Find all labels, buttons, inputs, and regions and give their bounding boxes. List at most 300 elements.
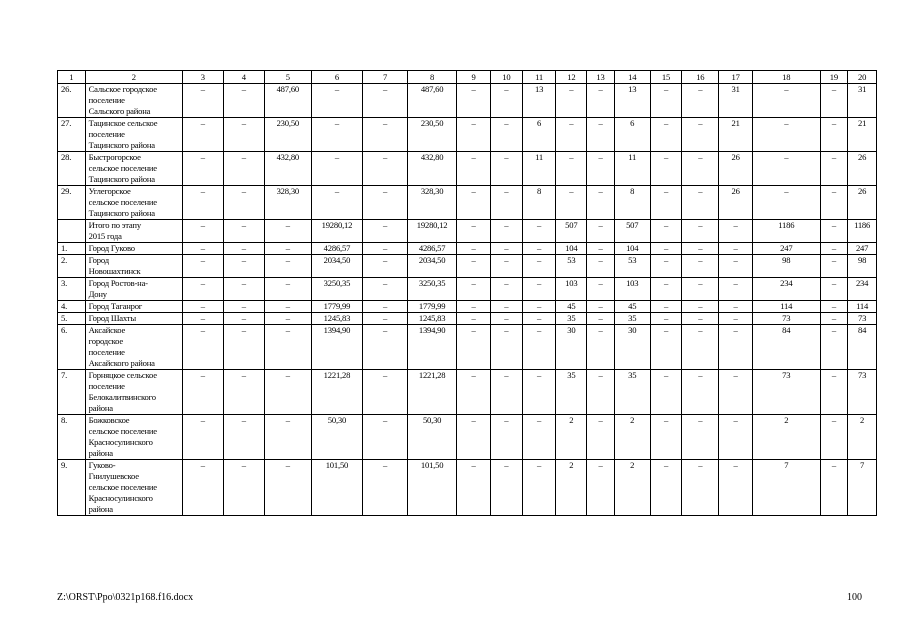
table-cell: – [490, 255, 522, 278]
table-cell: – [587, 370, 615, 415]
table-cell: – [457, 84, 491, 118]
row-name-line: Горняцкое сельское [88, 370, 157, 380]
table-cell: – [820, 243, 848, 255]
row-name-line: сельское поселение [88, 426, 157, 436]
table-cell: 104 [556, 243, 587, 255]
table-cell: – [650, 301, 682, 313]
table-cell: – [363, 415, 408, 460]
table-row [58, 118, 877, 152]
table-cell: – [587, 313, 615, 325]
table-cell: – [182, 370, 223, 415]
table-cell: 1245,83 [311, 313, 362, 325]
table-cell: – [753, 186, 821, 220]
table-cell: – [820, 325, 848, 370]
row-name-line: сельское поселение [88, 197, 157, 207]
row-name-line: Аксайского района [88, 358, 155, 368]
row-number: 28. [58, 152, 86, 186]
table-cell: 2034,50 [311, 255, 362, 278]
table-cell: – [182, 186, 223, 220]
table-cell: – [457, 255, 491, 278]
table-cell: – [363, 255, 408, 278]
table-cell: – [457, 460, 491, 516]
column-header: 15 [650, 71, 682, 84]
table-cell: – [490, 325, 522, 370]
column-header: 4 [223, 71, 264, 84]
row-name-line: Сальского района [88, 106, 151, 116]
table-cell: – [223, 460, 264, 516]
table-cell: 487,60 [264, 84, 311, 118]
table-cell: – [223, 301, 264, 313]
table-cell: – [182, 415, 223, 460]
table-cell: – [719, 243, 753, 255]
table-cell: – [682, 370, 719, 415]
table-cell: – [182, 118, 223, 152]
row-name-line: Новошахтинск [88, 266, 141, 276]
table-cell: – [363, 301, 408, 313]
row-name [85, 255, 182, 278]
table-cell: – [682, 186, 719, 220]
row-name-line: Быстрогорское [88, 152, 141, 162]
table-cell: – [522, 278, 556, 301]
table-cell: – [264, 313, 311, 325]
table-cell: – [682, 255, 719, 278]
table-row [58, 313, 877, 325]
table-cell: – [182, 255, 223, 278]
table-cell: 3250,35 [408, 278, 457, 301]
row-name-line: Итого по этапу [88, 220, 141, 230]
table-cell: – [719, 325, 753, 370]
row-number [58, 220, 86, 243]
table-row [58, 220, 877, 243]
table-cell: 35 [556, 313, 587, 325]
table-cell: – [556, 118, 587, 152]
table-cell: 45 [614, 301, 650, 313]
table-cell: – [363, 84, 408, 118]
row-name-line: Красносулинского [88, 437, 153, 447]
table-cell: – [522, 255, 556, 278]
table-cell: – [719, 313, 753, 325]
table-cell: – [820, 255, 848, 278]
table-row [58, 301, 877, 313]
table-cell: – [753, 152, 821, 186]
row-name-line: района [88, 504, 113, 514]
table-cell: – [311, 84, 362, 118]
table-cell: – [587, 460, 615, 516]
row-name [85, 370, 182, 415]
table-cell: – [650, 186, 682, 220]
table-row [58, 243, 877, 255]
table-cell: – [820, 220, 848, 243]
table-cell: – [682, 152, 719, 186]
row-name-line: поселение [88, 381, 125, 391]
table-cell: – [490, 243, 522, 255]
row-name [85, 220, 182, 243]
row-number: 2. [58, 255, 86, 278]
table-cell: – [490, 118, 522, 152]
row-name [85, 313, 182, 325]
table-cell: 1394,90 [311, 325, 362, 370]
table-cell: 2 [556, 415, 587, 460]
table-cell: – [223, 415, 264, 460]
table-cell: 2 [753, 415, 821, 460]
table-row [58, 415, 877, 460]
table-cell: 234 [848, 278, 877, 301]
column-header: 20 [848, 71, 877, 84]
table-cell: – [587, 186, 615, 220]
row-name-line: района [88, 448, 113, 458]
table-row [58, 325, 877, 370]
table-cell: 73 [753, 313, 821, 325]
table-cell: – [753, 84, 821, 118]
table-cell: – [182, 278, 223, 301]
table-cell: 84 [848, 325, 877, 370]
table-cell: – [363, 186, 408, 220]
row-name-line: городское [88, 336, 123, 346]
table-cell: 8 [614, 186, 650, 220]
table-cell: 104 [614, 243, 650, 255]
table-cell: – [363, 152, 408, 186]
table-row [58, 186, 877, 220]
table-cell: – [522, 415, 556, 460]
table-cell: – [522, 325, 556, 370]
table-cell: – [682, 301, 719, 313]
table-cell: 507 [614, 220, 650, 243]
row-name-line: поселение [88, 95, 125, 105]
table-cell: 114 [753, 301, 821, 313]
table-cell: – [522, 313, 556, 325]
row-name [85, 243, 182, 255]
table-cell: – [490, 370, 522, 415]
table-cell: 230,50 [408, 118, 457, 152]
table-cell: 19280,12 [408, 220, 457, 243]
table-cell: – [264, 220, 311, 243]
column-header: 12 [556, 71, 587, 84]
table-cell: – [457, 152, 491, 186]
table-cell: – [820, 118, 848, 152]
column-header: 16 [682, 71, 719, 84]
table-cell: 6 [522, 118, 556, 152]
table-cell: 1221,28 [311, 370, 362, 415]
table-cell: – [587, 255, 615, 278]
table-cell: 101,50 [311, 460, 362, 516]
table-cell: – [311, 118, 362, 152]
table-cell: 487,60 [408, 84, 457, 118]
table-cell: – [311, 186, 362, 220]
table-cell: 2034,50 [408, 255, 457, 278]
table-cell: – [682, 278, 719, 301]
column-header: 8 [408, 71, 457, 84]
table-cell: – [650, 415, 682, 460]
table-cell: – [820, 460, 848, 516]
row-name-line: района [88, 403, 113, 413]
table-cell: – [587, 152, 615, 186]
table-cell: – [587, 243, 615, 255]
table-cell: – [363, 370, 408, 415]
table-cell: 507 [556, 220, 587, 243]
table-cell: – [182, 313, 223, 325]
column-header: 1 [58, 71, 86, 84]
column-header: 11 [522, 71, 556, 84]
table-cell: – [719, 220, 753, 243]
table-cell: – [457, 325, 491, 370]
table-cell: – [264, 243, 311, 255]
row-name-line: сельское поселение [88, 482, 157, 492]
row-number: 27. [58, 118, 86, 152]
table-cell: 73 [848, 370, 877, 415]
row-name [85, 460, 182, 516]
row-name-line: поселение [88, 347, 125, 357]
table-cell: 432,80 [408, 152, 457, 186]
table-cell: – [682, 460, 719, 516]
table-cell: – [820, 152, 848, 186]
table-cell: – [820, 370, 848, 415]
table-cell: – [650, 255, 682, 278]
table-cell: – [719, 460, 753, 516]
table-cell: 1779,99 [408, 301, 457, 313]
table-cell: – [490, 460, 522, 516]
column-header: 3 [182, 71, 223, 84]
row-name [85, 152, 182, 186]
table-cell: – [522, 220, 556, 243]
row-name-line: Тацинского района [88, 140, 155, 150]
table-cell: – [587, 301, 615, 313]
table-cell: 73 [848, 313, 877, 325]
table-cell: – [587, 325, 615, 370]
row-number: 5. [58, 313, 86, 325]
table-cell: 432,80 [264, 152, 311, 186]
column-header: 7 [363, 71, 408, 84]
column-header: 14 [614, 71, 650, 84]
row-name-line: Город Таганрог [88, 301, 143, 311]
column-header: 17 [719, 71, 753, 84]
row-name-line: Город Шахты [88, 313, 136, 323]
table-cell: – [223, 186, 264, 220]
row-name-line: Тацинское сельское [88, 118, 158, 128]
row-name-line: Тацинского района [88, 208, 155, 218]
row-number: 1. [58, 243, 86, 255]
row-name [85, 415, 182, 460]
table-cell: 35 [614, 313, 650, 325]
row-number: 26. [58, 84, 86, 118]
row-name-line: Тацинского района [88, 174, 155, 184]
table-cell: 98 [848, 255, 877, 278]
row-name-line: Сальское городское [88, 84, 157, 94]
row-name-line: Углегорское [88, 186, 131, 196]
table-cell: 26 [848, 152, 877, 186]
table-cell: 73 [753, 370, 821, 415]
table-cell: – [223, 325, 264, 370]
table-cell: – [522, 460, 556, 516]
table-cell: 101,50 [408, 460, 457, 516]
table-cell: – [522, 301, 556, 313]
table-cell: – [363, 118, 408, 152]
table-cell: 84 [753, 325, 821, 370]
table-cell: 13 [614, 84, 650, 118]
table-cell: – [820, 186, 848, 220]
table-cell: – [719, 415, 753, 460]
row-name-line: сельское поселение [88, 163, 157, 173]
row-number: 6. [58, 325, 86, 370]
table-cell: 21 [848, 118, 877, 152]
row-name-line: Дону [88, 289, 107, 299]
table-cell: – [223, 243, 264, 255]
table-cell: 328,30 [264, 186, 311, 220]
row-number: 29. [58, 186, 86, 220]
table-cell: – [490, 152, 522, 186]
table-cell: 35 [614, 370, 650, 415]
table-cell: – [650, 313, 682, 325]
table-cell: – [490, 415, 522, 460]
column-header: 10 [490, 71, 522, 84]
table-cell: – [490, 220, 522, 243]
table-cell: – [457, 243, 491, 255]
table-cell: 1394,90 [408, 325, 457, 370]
table-cell: – [682, 415, 719, 460]
row-name-line: Город Гуково [88, 243, 135, 253]
table-cell: 2 [556, 460, 587, 516]
table-cell: 35 [556, 370, 587, 415]
table-cell: – [587, 278, 615, 301]
table-cell: – [682, 118, 719, 152]
table-cell: 26 [848, 186, 877, 220]
table-cell: 2 [614, 415, 650, 460]
table-cell: 53 [556, 255, 587, 278]
row-name [85, 186, 182, 220]
table-cell: – [363, 325, 408, 370]
table-cell: – [264, 278, 311, 301]
footer-file-path: Z:\ORST\Ppo\0321p168.f16.docx [57, 592, 194, 603]
table-row [58, 460, 877, 516]
table-cell: – [820, 313, 848, 325]
table-cell: – [182, 325, 223, 370]
table-cell: 21 [719, 118, 753, 152]
table-cell: – [719, 301, 753, 313]
table-cell: 4286,57 [311, 243, 362, 255]
table-cell: 1186 [848, 220, 877, 243]
row-name [85, 325, 182, 370]
table-cell: 11 [522, 152, 556, 186]
table-cell: – [223, 313, 264, 325]
table-cell: 11 [614, 152, 650, 186]
row-number: 7. [58, 370, 86, 415]
table-cell: 328,30 [408, 186, 457, 220]
table-cell: – [587, 415, 615, 460]
table-cell: – [753, 118, 821, 152]
table-cell: – [682, 84, 719, 118]
table-cell: – [457, 278, 491, 301]
table-cell: – [556, 186, 587, 220]
table-cell: – [457, 118, 491, 152]
table-cell: – [650, 152, 682, 186]
row-name-line: Город Ростов-на- [88, 278, 148, 288]
column-header: 2 [85, 71, 182, 84]
table-cell: – [363, 460, 408, 516]
table-cell: – [820, 278, 848, 301]
table-cell: – [457, 370, 491, 415]
table-cell: 6 [614, 118, 650, 152]
row-name-line: Город [88, 255, 109, 265]
table-cell: – [650, 278, 682, 301]
table-cell: 1779,99 [311, 301, 362, 313]
row-name [85, 118, 182, 152]
table-header-row [58, 71, 877, 84]
table-cell: – [457, 415, 491, 460]
table-cell: – [682, 220, 719, 243]
table-cell: – [457, 186, 491, 220]
table-cell: – [223, 255, 264, 278]
data-table [57, 70, 877, 516]
table-cell: 234 [753, 278, 821, 301]
table-cell: – [587, 84, 615, 118]
table-cell: – [363, 278, 408, 301]
table-cell: – [490, 278, 522, 301]
table-row [58, 370, 877, 415]
row-number: 4. [58, 301, 86, 313]
table-cell: 114 [848, 301, 877, 313]
table-cell: – [650, 118, 682, 152]
table-cell: – [490, 313, 522, 325]
table-cell: – [682, 313, 719, 325]
table-cell: – [457, 220, 491, 243]
table-cell: – [182, 84, 223, 118]
table-cell: 50,30 [408, 415, 457, 460]
table-cell: – [182, 152, 223, 186]
table-cell: – [820, 84, 848, 118]
row-name [85, 84, 182, 118]
table-cell: 103 [614, 278, 650, 301]
table-cell: 98 [753, 255, 821, 278]
table-cell: 2 [848, 415, 877, 460]
table-cell: – [490, 301, 522, 313]
table-cell: – [264, 325, 311, 370]
table-cell: 247 [848, 243, 877, 255]
table-cell: – [264, 415, 311, 460]
table-cell: 8 [522, 186, 556, 220]
row-name-line: поселение [88, 129, 125, 139]
table-cell: – [182, 301, 223, 313]
table-cell: 103 [556, 278, 587, 301]
table-row [58, 84, 877, 118]
table-cell: 30 [556, 325, 587, 370]
table-cell: – [223, 278, 264, 301]
table-cell: – [363, 220, 408, 243]
table-cell: – [264, 370, 311, 415]
row-name-line: Гнилушевское [88, 471, 139, 481]
table-cell: 31 [848, 84, 877, 118]
page-number: 100 [847, 592, 862, 603]
table-cell: – [587, 220, 615, 243]
row-name-line: Красносулинского [88, 493, 153, 503]
table-cell: 30 [614, 325, 650, 370]
column-header: 18 [753, 71, 821, 84]
row-name-line: Божковское [88, 415, 130, 425]
table-cell: 31 [719, 84, 753, 118]
table-cell: – [650, 370, 682, 415]
table-cell: 2 [614, 460, 650, 516]
row-name-line: Белокалитвинского [88, 392, 156, 402]
table-cell: – [490, 84, 522, 118]
table-cell: 1186 [753, 220, 821, 243]
table-cell: – [556, 152, 587, 186]
table-cell: – [182, 243, 223, 255]
row-number: 9. [58, 460, 86, 516]
table-cell: 247 [753, 243, 821, 255]
table-cell: – [223, 370, 264, 415]
column-header: 5 [264, 71, 311, 84]
table-cell: – [264, 301, 311, 313]
table-cell: 53 [614, 255, 650, 278]
table-cell: – [363, 243, 408, 255]
